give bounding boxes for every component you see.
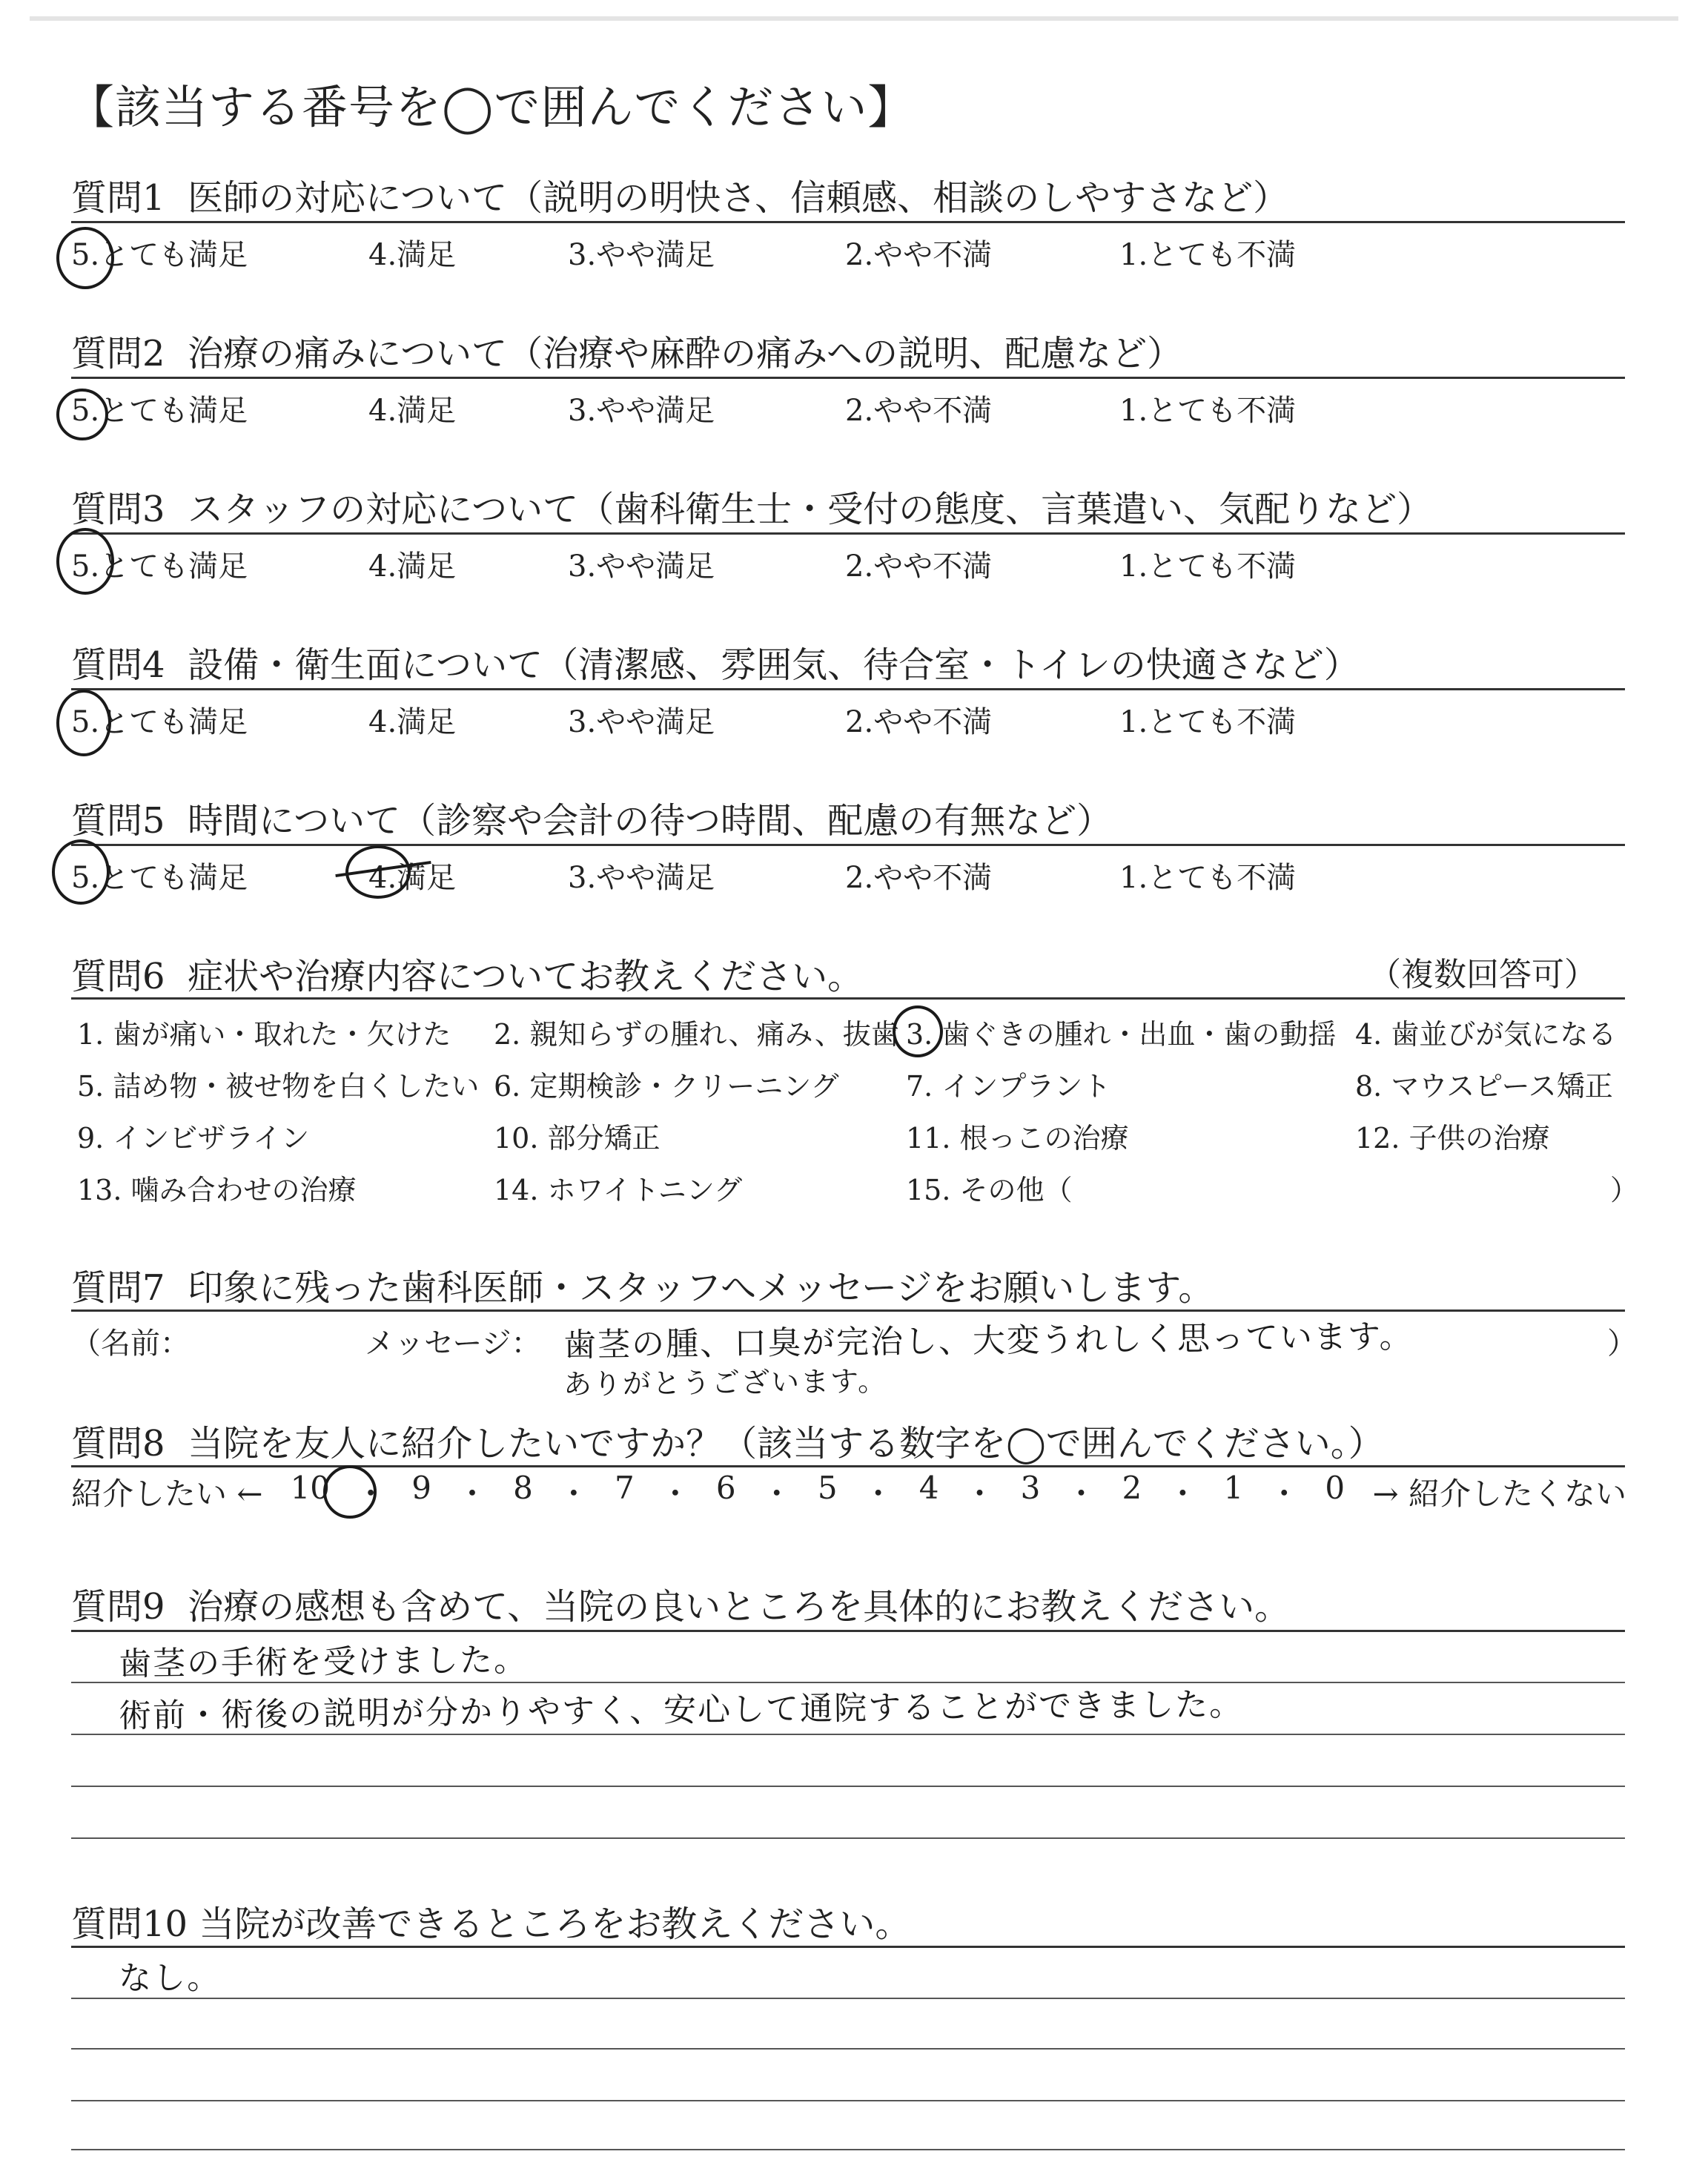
divider — [71, 844, 1625, 846]
answer-line — [71, 2048, 1625, 2050]
answer-line — [71, 1998, 1625, 1999]
scale-value-0[interactable]: 0 — [1325, 1470, 1345, 1506]
answer-circle — [52, 839, 110, 905]
option-1[interactable]: 1.とても不満 — [1119, 861, 1297, 895]
symptom-option-14[interactable]: 14. ホワイトニング — [494, 1174, 743, 1206]
handwritten-message-line-2: ありがとうございます。 — [563, 1364, 888, 1401]
answer-circle — [56, 690, 111, 756]
symptom-option-11[interactable]: 11. 根っこの治療 — [906, 1122, 1129, 1155]
scale-left-label: 紹介したい ← — [71, 1476, 263, 1512]
question-label: 質問2 — [71, 333, 165, 374]
name-label: （名前： — [71, 1327, 190, 1361]
option-1[interactable]: 1.とても不満 — [1119, 238, 1297, 272]
symptom-option-4[interactable]: 4. 歯並びが気になる — [1355, 1018, 1617, 1051]
scale-dot: ・ — [1268, 1476, 1300, 1512]
divider — [71, 997, 1625, 1000]
question-label: 質問3 — [71, 489, 165, 530]
question-label: 質問7 — [71, 1267, 165, 1309]
option-2[interactable]: 2.やや不満 — [845, 394, 993, 428]
question-text: 時間について（診察や会計の待つ時間、配慮の有無など） — [188, 800, 1113, 842]
question-text: 治療の感想も含めて、当院の良いところを具体的にお教えください。 — [188, 1586, 1291, 1628]
scale-dot: ・ — [659, 1476, 691, 1512]
question-text: 当院を友人に紹介したいですか？（該当する数字を◯で囲んでください。） — [188, 1423, 1384, 1464]
answer-circle — [323, 1465, 377, 1519]
question-text: 当院が改善できるところをお教えください。 — [199, 1903, 911, 1945]
symptom-option-10[interactable]: 10. 部分矯正 — [494, 1122, 661, 1155]
divider — [71, 1946, 1625, 1948]
option-3[interactable]: 3.やや満足 — [568, 394, 715, 428]
question-label: 質問8 — [71, 1423, 165, 1464]
scale-value-9[interactable]: 9 — [411, 1470, 431, 1506]
scale-dot: ・ — [862, 1476, 894, 1512]
scale-value-10[interactable]: 10 — [290, 1470, 331, 1506]
question-5-heading — [71, 792, 1112, 843]
scale-dot: ・ — [355, 1476, 387, 1512]
scale-value-4[interactable]: 4 — [918, 1470, 939, 1506]
symptom-option-7[interactable]: 7. インプラント — [906, 1070, 1111, 1103]
divider — [71, 1630, 1625, 1632]
scale-dot: ・ — [557, 1476, 589, 1512]
form-title: 【該当する番号を◯で囲んでください】 — [68, 80, 915, 134]
question-text: 症状や治療内容についてお教えください。 — [188, 956, 864, 997]
option-3[interactable]: 3.やや満足 — [568, 705, 715, 739]
question-label: 質問10 — [71, 1903, 188, 1945]
symptom-option-3[interactable]: 3. 歯ぐきの腫れ・出血・歯の動揺 — [906, 1018, 1337, 1051]
question-text: スタッフの対応について（歯科衛生士・受付の態度、言葉遣い、気配りなど） — [188, 489, 1433, 530]
option-5[interactable]: 5.とても満足 — [71, 394, 248, 428]
answer-circle — [56, 227, 114, 289]
option-4[interactable]: 4.満足 — [368, 705, 457, 739]
question-label: 質問1 — [71, 177, 165, 219]
scale-dot: ・ — [1065, 1476, 1097, 1512]
question-4-heading — [71, 636, 1360, 687]
symptom-option-5[interactable]: 5. 詰め物・被せ物を白くしたい — [77, 1070, 480, 1103]
option-4[interactable]: 4.満足 — [368, 394, 457, 428]
symptom-option-2[interactable]: 2. 親知らずの腫れ、痛み、抜歯 — [494, 1018, 899, 1051]
scale-values — [263, 1470, 1373, 1514]
divider — [71, 1465, 1625, 1467]
option-2[interactable]: 2.やや不満 — [845, 549, 993, 584]
symptom-option-9[interactable]: 9. インビザライン — [77, 1122, 310, 1155]
option-4[interactable]: 4.満足 — [368, 238, 457, 272]
question-6-heading — [71, 948, 863, 999]
scale-right-label: → 紹介したくない — [1372, 1476, 1626, 1512]
question-2-heading — [71, 325, 1182, 376]
option-2[interactable]: 2.やや不満 — [845, 238, 993, 272]
question-9-heading — [71, 1578, 1290, 1629]
answer-circle — [56, 528, 114, 595]
referral-scale — [71, 1470, 1626, 1514]
divider — [71, 377, 1625, 379]
scale-value-8[interactable]: 8 — [513, 1470, 533, 1506]
question-label: 質問4 — [71, 644, 165, 686]
divider — [71, 688, 1625, 690]
option-3[interactable]: 3.やや満足 — [568, 861, 715, 895]
symptom-option-8[interactable]: 8. マウスピース矯正 — [1355, 1070, 1613, 1103]
symptom-option-15[interactable]: 15. その他（ — [906, 1174, 1073, 1206]
option-2[interactable]: 2.やや不満 — [845, 861, 993, 895]
option-4[interactable]: 4.満足 — [368, 861, 457, 895]
handwritten-answer-line-2: 術前・術後の説明が分かりやすく、安心して通院することができました。 — [118, 1685, 1244, 1735]
answer-line — [71, 1837, 1625, 1839]
answer-line — [71, 2149, 1625, 2150]
answer-line — [71, 2100, 1625, 2101]
scale-value-2[interactable]: 2 — [1122, 1470, 1142, 1506]
scale-value-1[interactable]: 1 — [1223, 1470, 1244, 1506]
symptom-option-12[interactable]: 12. 子供の治療 — [1355, 1122, 1550, 1155]
question-text: 医師の対応について（説明の明快さ、信頼感、相談のしやすさなど） — [188, 177, 1289, 219]
divider — [71, 221, 1625, 223]
option-1[interactable]: 1.とても不満 — [1119, 705, 1297, 739]
option-1[interactable]: 1.とても不満 — [1119, 394, 1297, 428]
other-close-paren: ） — [1610, 1174, 1639, 1206]
message-close-paren: ） — [1607, 1327, 1637, 1361]
question-text: 治療の痛みについて（治療や麻酔の痛みへの説明、配慮など） — [188, 333, 1183, 374]
scale-dot: ・ — [457, 1476, 489, 1512]
question-1-heading — [71, 169, 1288, 220]
option-5[interactable]: 5.とても満足 — [71, 549, 248, 584]
option-5[interactable]: 5.とても満足 — [71, 861, 248, 895]
scale-dot: ・ — [761, 1476, 792, 1512]
symptom-option-6[interactable]: 6. 定期検診・クリーニング — [494, 1070, 839, 1103]
scan-top-edge — [30, 16, 1678, 21]
message-label: メッセージ： — [365, 1327, 541, 1361]
question-10-heading — [71, 1895, 910, 1946]
symptom-option-13[interactable]: 13. 噛み合わせの治療 — [77, 1174, 357, 1206]
question-label: 質問9 — [71, 1586, 165, 1628]
question-3-heading — [71, 480, 1432, 532]
scale-value-3[interactable]: 3 — [1020, 1470, 1041, 1506]
handwritten-message-line-1: 歯茎の腫、口臭が完治し、大変うれしく思っています。 — [563, 1317, 1414, 1364]
question-text: 印象に残った歯科医師・スタッフへメッセージをお願いします。 — [188, 1267, 1214, 1309]
handwritten-answer-line-1: 歯茎の手術を受けました。 — [118, 1641, 529, 1683]
option-3[interactable]: 3.やや満足 — [568, 238, 715, 272]
question-label: 質問6 — [71, 956, 165, 997]
multiple-answers-note: （複数回答可） — [1368, 956, 1597, 994]
handwritten-answer-line-1: なし。 — [118, 1958, 222, 1998]
question-label: 質問5 — [71, 800, 165, 842]
question-8-heading — [71, 1415, 1384, 1466]
option-5[interactable]: 5.とても満足 — [71, 238, 248, 272]
option-1[interactable]: 1.とても不満 — [1119, 549, 1297, 584]
option-2[interactable]: 2.やや不満 — [845, 705, 993, 739]
scale-value-5[interactable]: 5 — [817, 1470, 838, 1506]
answer-circle — [893, 1005, 943, 1057]
answer-line — [71, 1786, 1625, 1787]
scale-dot: ・ — [1167, 1476, 1199, 1512]
scale-dot: ・ — [964, 1476, 996, 1512]
symptom-option-1[interactable]: 1. 歯が痛い・取れた・欠けた — [77, 1018, 451, 1051]
option-5[interactable]: 5.とても満足 — [71, 705, 248, 739]
question-7-heading — [71, 1259, 1214, 1310]
scale-value-6[interactable]: 6 — [715, 1470, 736, 1506]
option-4[interactable]: 4.満足 — [368, 549, 457, 584]
divider — [71, 532, 1625, 535]
option-3[interactable]: 3.やや満足 — [568, 549, 715, 584]
scale-value-7[interactable]: 7 — [615, 1470, 635, 1506]
answer-circle — [56, 389, 108, 440]
question-text: 設備・衛生面について（清潔感、雰囲気、待合室・トイレの快適さなど） — [188, 644, 1360, 686]
